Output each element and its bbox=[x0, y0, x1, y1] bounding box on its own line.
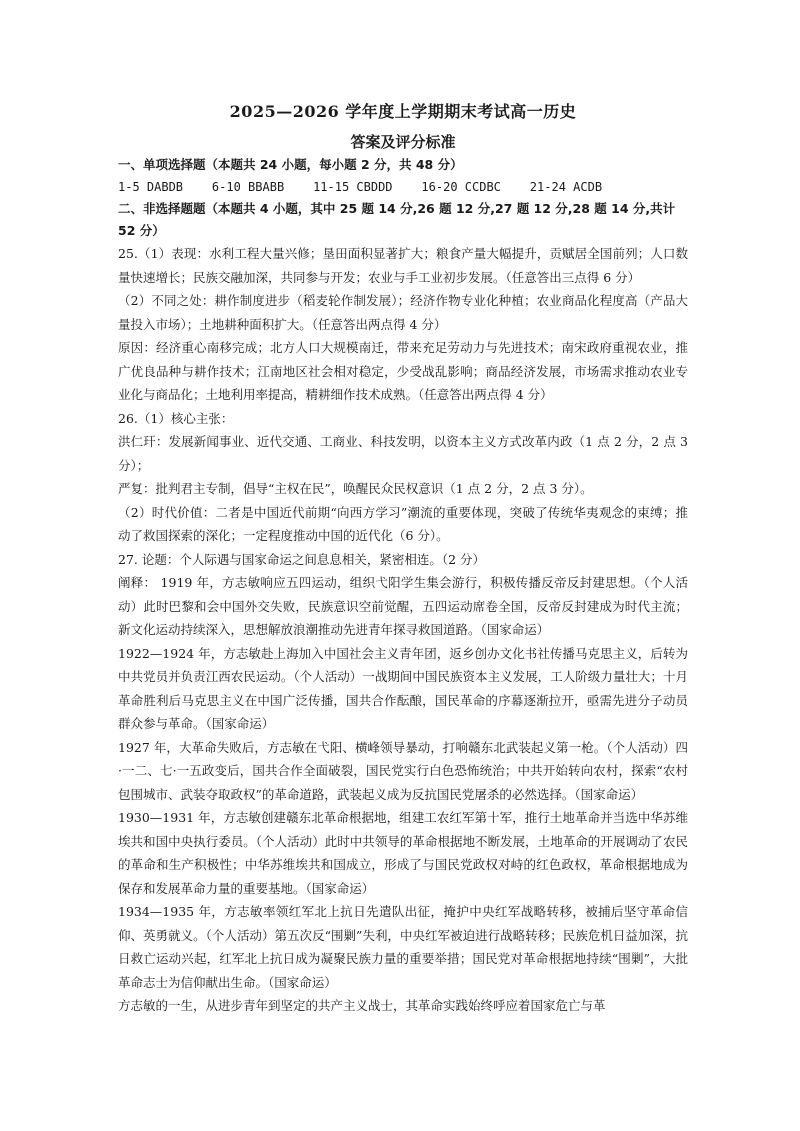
q27-1927: 1927 年，大革命失败后，方志敏在弋阳、横峰领导暴动，打响赣东北武装起义第一枪。（个人活动）四·一二、七·一五政变后，国共合作全面破裂，国民党实行白色恐怖统治；中共开始转向农村，探索“农村包围城市、武装夺取政权”的革命道路，武装起义成为反抗国民党屠杀的必然选择。（国家命运） bbox=[118, 739, 688, 802]
document-subtitle: 答案及评分标准 bbox=[350, 133, 456, 151]
q26-part1-heading: 26.（1）核心主张： bbox=[118, 410, 234, 426]
q25-reasons: 原因：经济重心南移完成；北方人口大规模南迁，带来充足劳动力与先进技术；南宋政府重视农业，推广优良品种与耕作技术；江南地区社会相对稳定，少受战乱影响；商品经济发展，市场需求推动农业专业化与商品化；土地利用率提高，精耕细作技术成熟。（任意答出两点得 4 分） bbox=[118, 340, 688, 402]
answer-sheet-page bbox=[118, 100, 688, 1018]
q27-1922-1924: 1922—1924 年，方志敏赴上海加入中国社会主义青年团，返乡创办文化书社传播马克思主义，后转为中共党员并负责江西农民运动。（个人活动）一战期间中国民族资本主义发展，工人阶级力量壮大；十月革命胜利后马克思主义在中国广泛传播，国共合作酝酿，国民革命的序幕逐渐拉开，亟需先进分子动员群众参与革命。（国家命运） bbox=[118, 645, 688, 731]
q26-yan-fu: 严复：批判君主专制，倡导“主权在民”，唤醒民众民权意识（1 点 2 分，2 点 3 分）。 bbox=[118, 481, 593, 496]
q26-part2: （2）时代价值：二者是中国近代前期“向西方学习”潮流的重要体现，突破了传统华夷观念的束缚；推动了救国探索的深化；一定程度推动中国的近代化（6 分）。 bbox=[118, 504, 688, 543]
q25-part2: （2）不同之处：耕作制度进步（稻麦轮作制发展）；经济作物专业化种植；农业商品化程度高（产品大量投入市场）；土地耕种面积扩大。（任意答出两点得 4 分） bbox=[118, 293, 688, 332]
q26-hong-rengan: 洪仁玕：发展新闻事业、近代交通、工商业、科技发明，以资本主义方式改革内政（1 点 2 分，2 点 3 分）； bbox=[118, 434, 688, 473]
document-title: 2025—2026 学年度上学期期末考试高一历史 bbox=[229, 102, 577, 121]
q25-part1: 25.（1）表现：水利工程大量兴修；垦田面积显著扩大；粮食产量大幅提升，贡赋居全国前列；人口数量快速增长；民族交融加深，共同参与开发；农业与手工业初步发展。（任意答出三点得 6 分） bbox=[118, 246, 688, 285]
q27-1919: 阐释： 1919 年，方志敏响应五四运动，组织弋阳学生集会游行，积极传播反帝反封建思想。（个人活动）此时巴黎和会中国外交失败，民族意识空前觉醒，五四运动席卷全国，反帝反封建成为时代主流；新文化运动持续深入，思想解放浪潮推动先进青年探寻救国道路。（国家命运） bbox=[118, 575, 688, 637]
section-1-heading: 一、单项选择题（本题共 24 小题，每小题 2 分，共 48 分） bbox=[118, 157, 463, 172]
q27-1930-1931: 1930—1931 年，方志敏创建赣东北革命根据地，组建工农红军第十军，推行土地革命并当选中华苏维埃共和国中央执行委员。（个人活动）此时中共领导的革命根据地不断发展，土地革命的开展调动了农民的革命和生产积极性；中华苏维埃共和国成立，形成了与国民党政权对峙的红色政权，革命根据地成为保存和发展革命力量的重要基地。（国家命运） bbox=[118, 810, 688, 896]
q27-thesis: 27. 论题：个人际遇与国家命运之间息息相关，紧密相连。（2 分） bbox=[118, 551, 486, 567]
multiple-choice-answers: 1-5 DABDB 6-10 BBABB 11-15 CBDDD 16-20 CCDBC 21-24 ACDB bbox=[118, 180, 603, 194]
q27-conclusion: 方志敏的一生，从进步青年到坚定的共产主义战士，其革命实践始终呼应着国家危亡与革 bbox=[118, 998, 606, 1013]
section-2-heading: 二、非选择题题（本题共 4 小题，其中 25 题 14 分,26 题 12 分,27 题 12 分,28 题 14 分,共计 52 分） bbox=[118, 201, 676, 238]
q27-1934-1935: 1934—1935 年，方志敏率领红军北上抗日先遣队出征，掩护中央红军战略转移，被捕后坚守革命信仰、英勇就义。（个人活动）第五次反“围剿”失利，中央红军被迫进行战略转移；民族危机日益加深，抗日救亡运动兴起，红军北上抗日成为凝聚民族力量的重要举措；国民党对革命根据地持续“围剿”，大批革命志士为信仰献出生命。（国家命运） bbox=[118, 904, 688, 990]
